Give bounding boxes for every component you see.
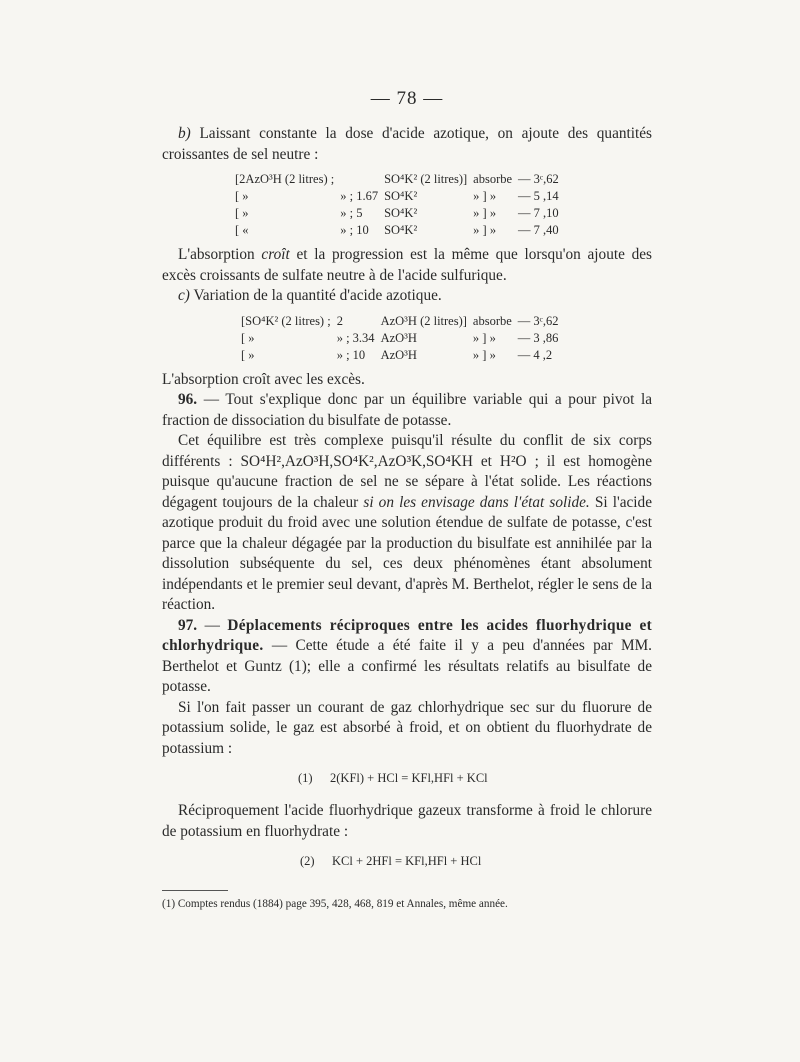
table-cell	[337, 171, 381, 188]
text-span: et la progression est la même que lorsqu'on ajoute des excès croissants de sulfate neutre à de l'acide sulfurique.	[162, 246, 653, 284]
table-cell: AzO³H	[380, 347, 417, 362]
paragraph-c	[162, 286, 652, 307]
paragraph-equilibre	[162, 431, 652, 616]
table-cell: AzO³H (2 litres)]	[380, 313, 467, 328]
table-cell: [ »	[235, 189, 249, 203]
paragraph-97	[162, 616, 652, 698]
table-cell: — 3ᶜ,62	[518, 172, 559, 186]
table-cell: [ »	[235, 206, 249, 220]
table-row	[232, 188, 562, 205]
table-cell: — 7 ,40	[518, 223, 559, 237]
paragraph-96	[162, 390, 652, 431]
table-cell: — 7 ,10	[518, 206, 559, 220]
table-row	[238, 313, 562, 330]
table-cell: AzO³H	[380, 330, 417, 345]
table-cell: SO⁴K²	[384, 206, 418, 220]
formula-1	[162, 771, 652, 789]
formula-number: (2)	[300, 854, 315, 868]
emphasis: si on les envisage dans l'état solide.	[363, 493, 590, 511]
paragraph-chlorhydrique: Si l'on fait passer un courant de gaz chlorhydrique sec sur du fluorure de potassium solide, le gaz est absorbé à froid, et on obtient du fluorhydrate de potassium :	[162, 698, 652, 757]
table-cell: » ] »	[473, 206, 497, 220]
table-cell: » ] »	[472, 347, 496, 362]
table-row	[232, 222, 562, 239]
footnote: (1) Comptes rendus (1884) page 395, 428, 468, 819 et Annales, même année.	[162, 898, 508, 910]
table-row	[238, 347, 562, 364]
table-cell: » ; 10	[340, 223, 369, 237]
text-span: — Cette étude a été faite il y a peu d'années par MM. Berthelot et Guntz (1); elle a confirmé les résultats relatifs au bisulfate de potasse.	[162, 637, 652, 695]
equation-table-1	[232, 171, 562, 239]
formula-2	[162, 854, 652, 872]
text-span: Si l'acide azotique produit du froid avec une solution étendue de sulfate de potasse, c'est parce que la chaleur dégagée par la production du bisulfate est annihilée par la dissolution subséquente du sel, ces deux phénomènes étant absolument indépendants et le premier seul devant, d'après M. Berthelot, régler le sens de la réaction.	[162, 493, 652, 613]
section-heading: Déplacements réciproques entre les acides fluorhydrique et chlorhydrique.	[162, 616, 653, 654]
table-cell: — 5 ,14	[518, 189, 559, 203]
paragraph-b	[162, 124, 652, 165]
paragraph-absorption-2: L'absorption croît avec les excès.	[162, 370, 365, 388]
item-label-b: b)	[178, 125, 191, 142]
table-cell: SO⁴K²	[384, 189, 418, 203]
table-cell: » ] »	[472, 330, 496, 345]
formula-number: (1)	[298, 771, 313, 785]
table-row	[232, 205, 562, 222]
page-number: — 78 —	[370, 88, 444, 109]
table-row	[238, 330, 562, 347]
table-cell: [SO⁴K² (2 litres) ;	[241, 313, 331, 328]
table-cell: absorbe	[472, 313, 512, 328]
paragraph-b-text: Laissant constante la dose d'acide azotique, on ajoute des quantités croissantes de sel neutre :	[162, 125, 652, 163]
table-cell: 2	[336, 313, 343, 328]
paragraph-reciproquement: Réciproquement l'acide fluorhydrique gazeux transforme à froid le chlorure de potassium en fluorhydrate :	[162, 802, 652, 840]
paragraph-c-text: Variation de la quantité d'acide azotique.	[193, 287, 442, 304]
table-cell: » ; 5	[340, 206, 363, 220]
formula-text: 2(KFl) + HCl = KFl,HFl + KCl	[330, 771, 488, 785]
table-cell: [ »	[241, 330, 255, 345]
table-cell: absorbe	[473, 172, 513, 186]
text-span: L'absorption	[178, 246, 255, 263]
table-cell: » ; 10	[336, 347, 366, 362]
table-cell: [ »	[241, 347, 255, 362]
page	[162, 88, 652, 912]
text-span: — Tout s'explique donc par un équilibre variable qui a pour pivot la fraction de dissociation du bisulfate de potasse.	[162, 391, 653, 429]
table-cell: — 3ᶜ,62	[517, 313, 559, 328]
emphasis: croît	[261, 246, 290, 263]
table-cell: » ] »	[473, 223, 497, 237]
table-cell: SO⁴K² (2 litres)]	[384, 172, 468, 186]
table-cell: [2AzO³H (2 litres) ;	[235, 172, 335, 186]
table-row	[232, 171, 562, 188]
paragraph-absorption-1	[162, 245, 652, 286]
text-span: —	[204, 616, 220, 634]
section-number-96: 96.	[178, 391, 198, 408]
section-number-97: 97.	[178, 616, 198, 634]
table-cell: SO⁴K²	[384, 223, 418, 237]
text-span: Cet équilibre est très complexe puisqu'il résulte du conflit de six corps différents : SO⁴H²,AzO³H,SO⁴K²,AzO³K,SO⁴KH et H²O ; il est homogène puisque qu'aucune fraction de sel ne se sépare à l'état solide. Les réactions dégagent toujours de la chaleur	[162, 432, 652, 511]
table-cell: » ; 3.34	[336, 330, 375, 345]
equation-table-2	[238, 313, 562, 364]
table-cell: [ «	[235, 223, 249, 237]
table-cell: — 4 ,2	[517, 347, 553, 362]
table-cell: » ; 1.67	[340, 189, 379, 203]
item-label-c: c)	[178, 287, 190, 304]
formula-text: KCl + 2HFl = KFl,HFl + HCl	[332, 854, 482, 868]
table-cell: — 3 ,86	[517, 330, 559, 345]
table-cell: » ] »	[473, 189, 497, 203]
footnote-divider	[162, 890, 228, 891]
